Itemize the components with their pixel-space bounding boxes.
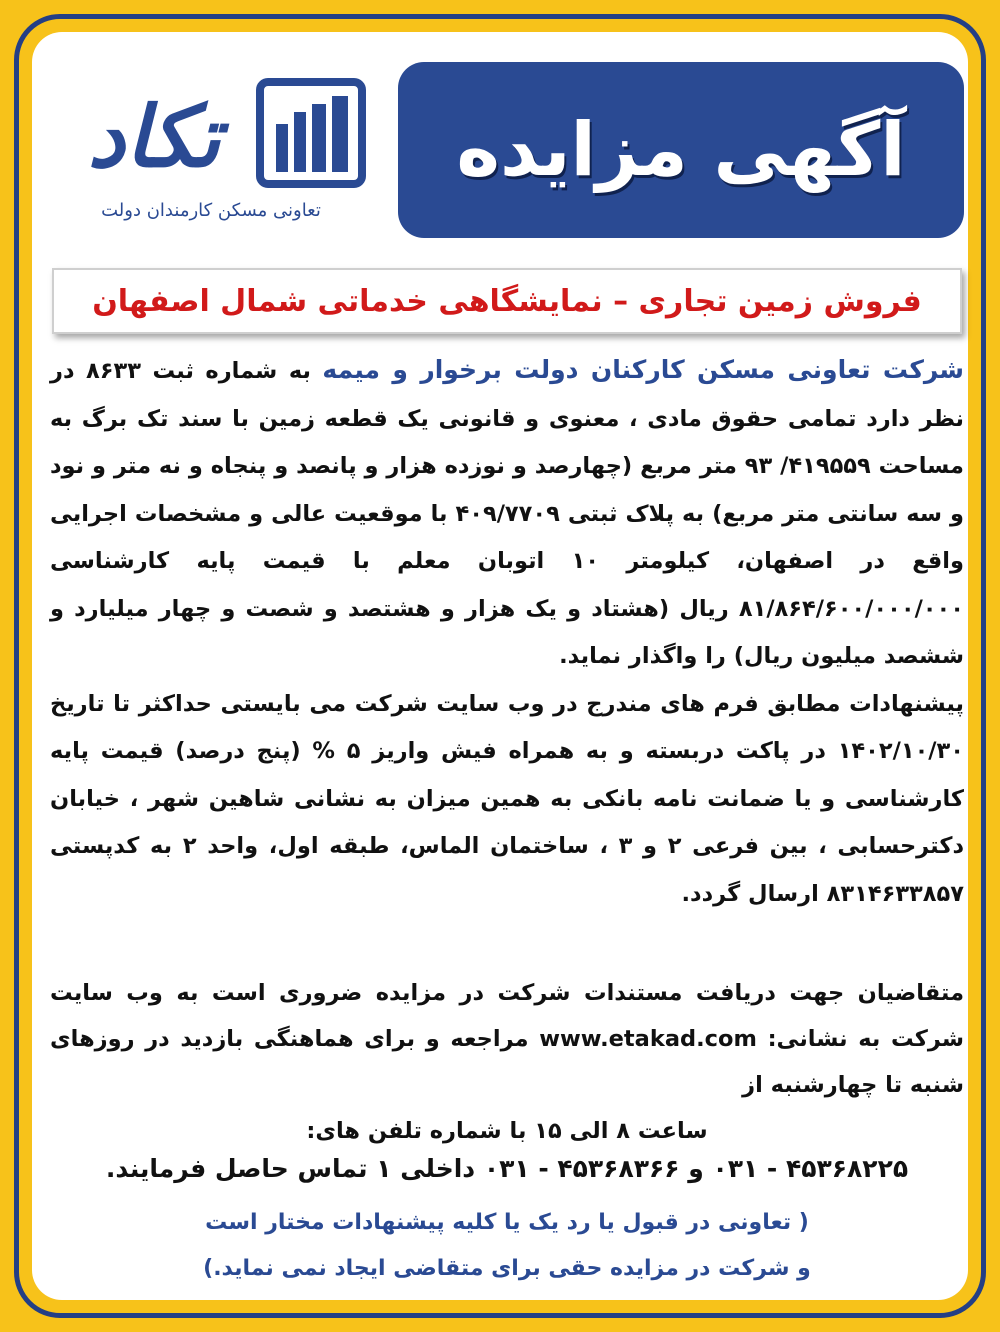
page-title: آگهی مزایده [456, 107, 906, 193]
company-logo [56, 78, 366, 238]
company-name: شرکت تعاونی مسکن کارکنان دولت برخوار و میمه [322, 355, 964, 384]
contact-line-2: مراجعه و برای هماهنگی بازدید در روزهای شنبه تا چهارشنبه از [50, 1026, 964, 1098]
subject-banner [52, 268, 962, 334]
buildings-icon [256, 78, 366, 188]
note-line-1: ( تعاونی در قبول یا رد یک یا کلیه پیشنهادات مختار است [205, 1210, 809, 1235]
logo-subtitle: تعاونی مسکن کارمندان دولت [101, 200, 321, 221]
website-link[interactable]: www.etakad.com [539, 1026, 757, 1052]
subject-title: فروش زمین تجاری – نمایشگاهی خدماتی شمال اصفهان [92, 283, 922, 319]
paragraph-intro [50, 346, 964, 681]
note-line-2: و شرکت در مزایده حقی برای متقاضی ایجاد نمی نماید.) [203, 1256, 811, 1281]
title-banner [398, 62, 964, 238]
disclaimer-note [50, 1200, 964, 1292]
ad-body [50, 346, 964, 918]
paragraph-1-text: به شماره ثبت ۸۶۳۳ در نظر دارد تمامی حقوق مادی ، معنوی و قانونی یک قطعه زمین با سند تک برگ به مساحت ۴۱۹۵۵۹/ ۹۳ متر مربع (چهارصد و نوزده هزار و پانصد و پنجاه و نه متر و نود و سه سانتی متر مربع) به پلاک ثبتی ۴۰۹/۷۷۰۹ با موقعیت عالی و مشخصات اجرایی واقع در اصفهان، کیلومتر ۱۰ اتوبان معلم با قیمت پایه کارشناسی ۸۱/۸۶۴/۶۰۰/۰۰۰/۰۰۰ ریال (هشتاد و یک هزار و هشتصد و شصت و چهار میلیارد و ششصد میلیون ریال) را واگذار نماید. [50, 358, 964, 669]
contact-block [50, 970, 964, 1154]
logo-wordmark: تکاد [87, 88, 221, 186]
phone-numbers: ۴۵۳۶۸۲۲۵ - ۰۳۱ و ۴۵۳۶۸۳۶۶ - ۰۳۱ داخلی ۱ تماس حاصل فرمایند. [105, 1154, 909, 1183]
paragraph-proposals: پیشنهادات مطابق فرم های مندرج در وب سایت شرکت می بایستی حداکثر تا تاریخ ۱۴۰۲/۱۰/۳۰ در پاکت دربسته و به همراه فیش واریز ۵ % (پنج درصد) قیمت پایه کارشناسی و یا ضمانت نامه بانکی به همین میزان به نشانی شاهین شهر ، خیابان دکترحسابی ، بین فرعی ۲ و ۳ ، ساختمان الماس، طبقه اول، واحد ۲ به کدپستی ۸۳۱۴۶۳۳۸۵۷ ارسال گردد. [50, 690, 964, 907]
contact-line-1: متقاضیان جهت دریافت مستندات شرکت در مزایده ضروری است به وب سایت شرکت به نشانی: [50, 980, 964, 1052]
contact-line-3: ساعت ۸ الی ۱۵ با شماره تلفن های: [306, 1118, 708, 1144]
